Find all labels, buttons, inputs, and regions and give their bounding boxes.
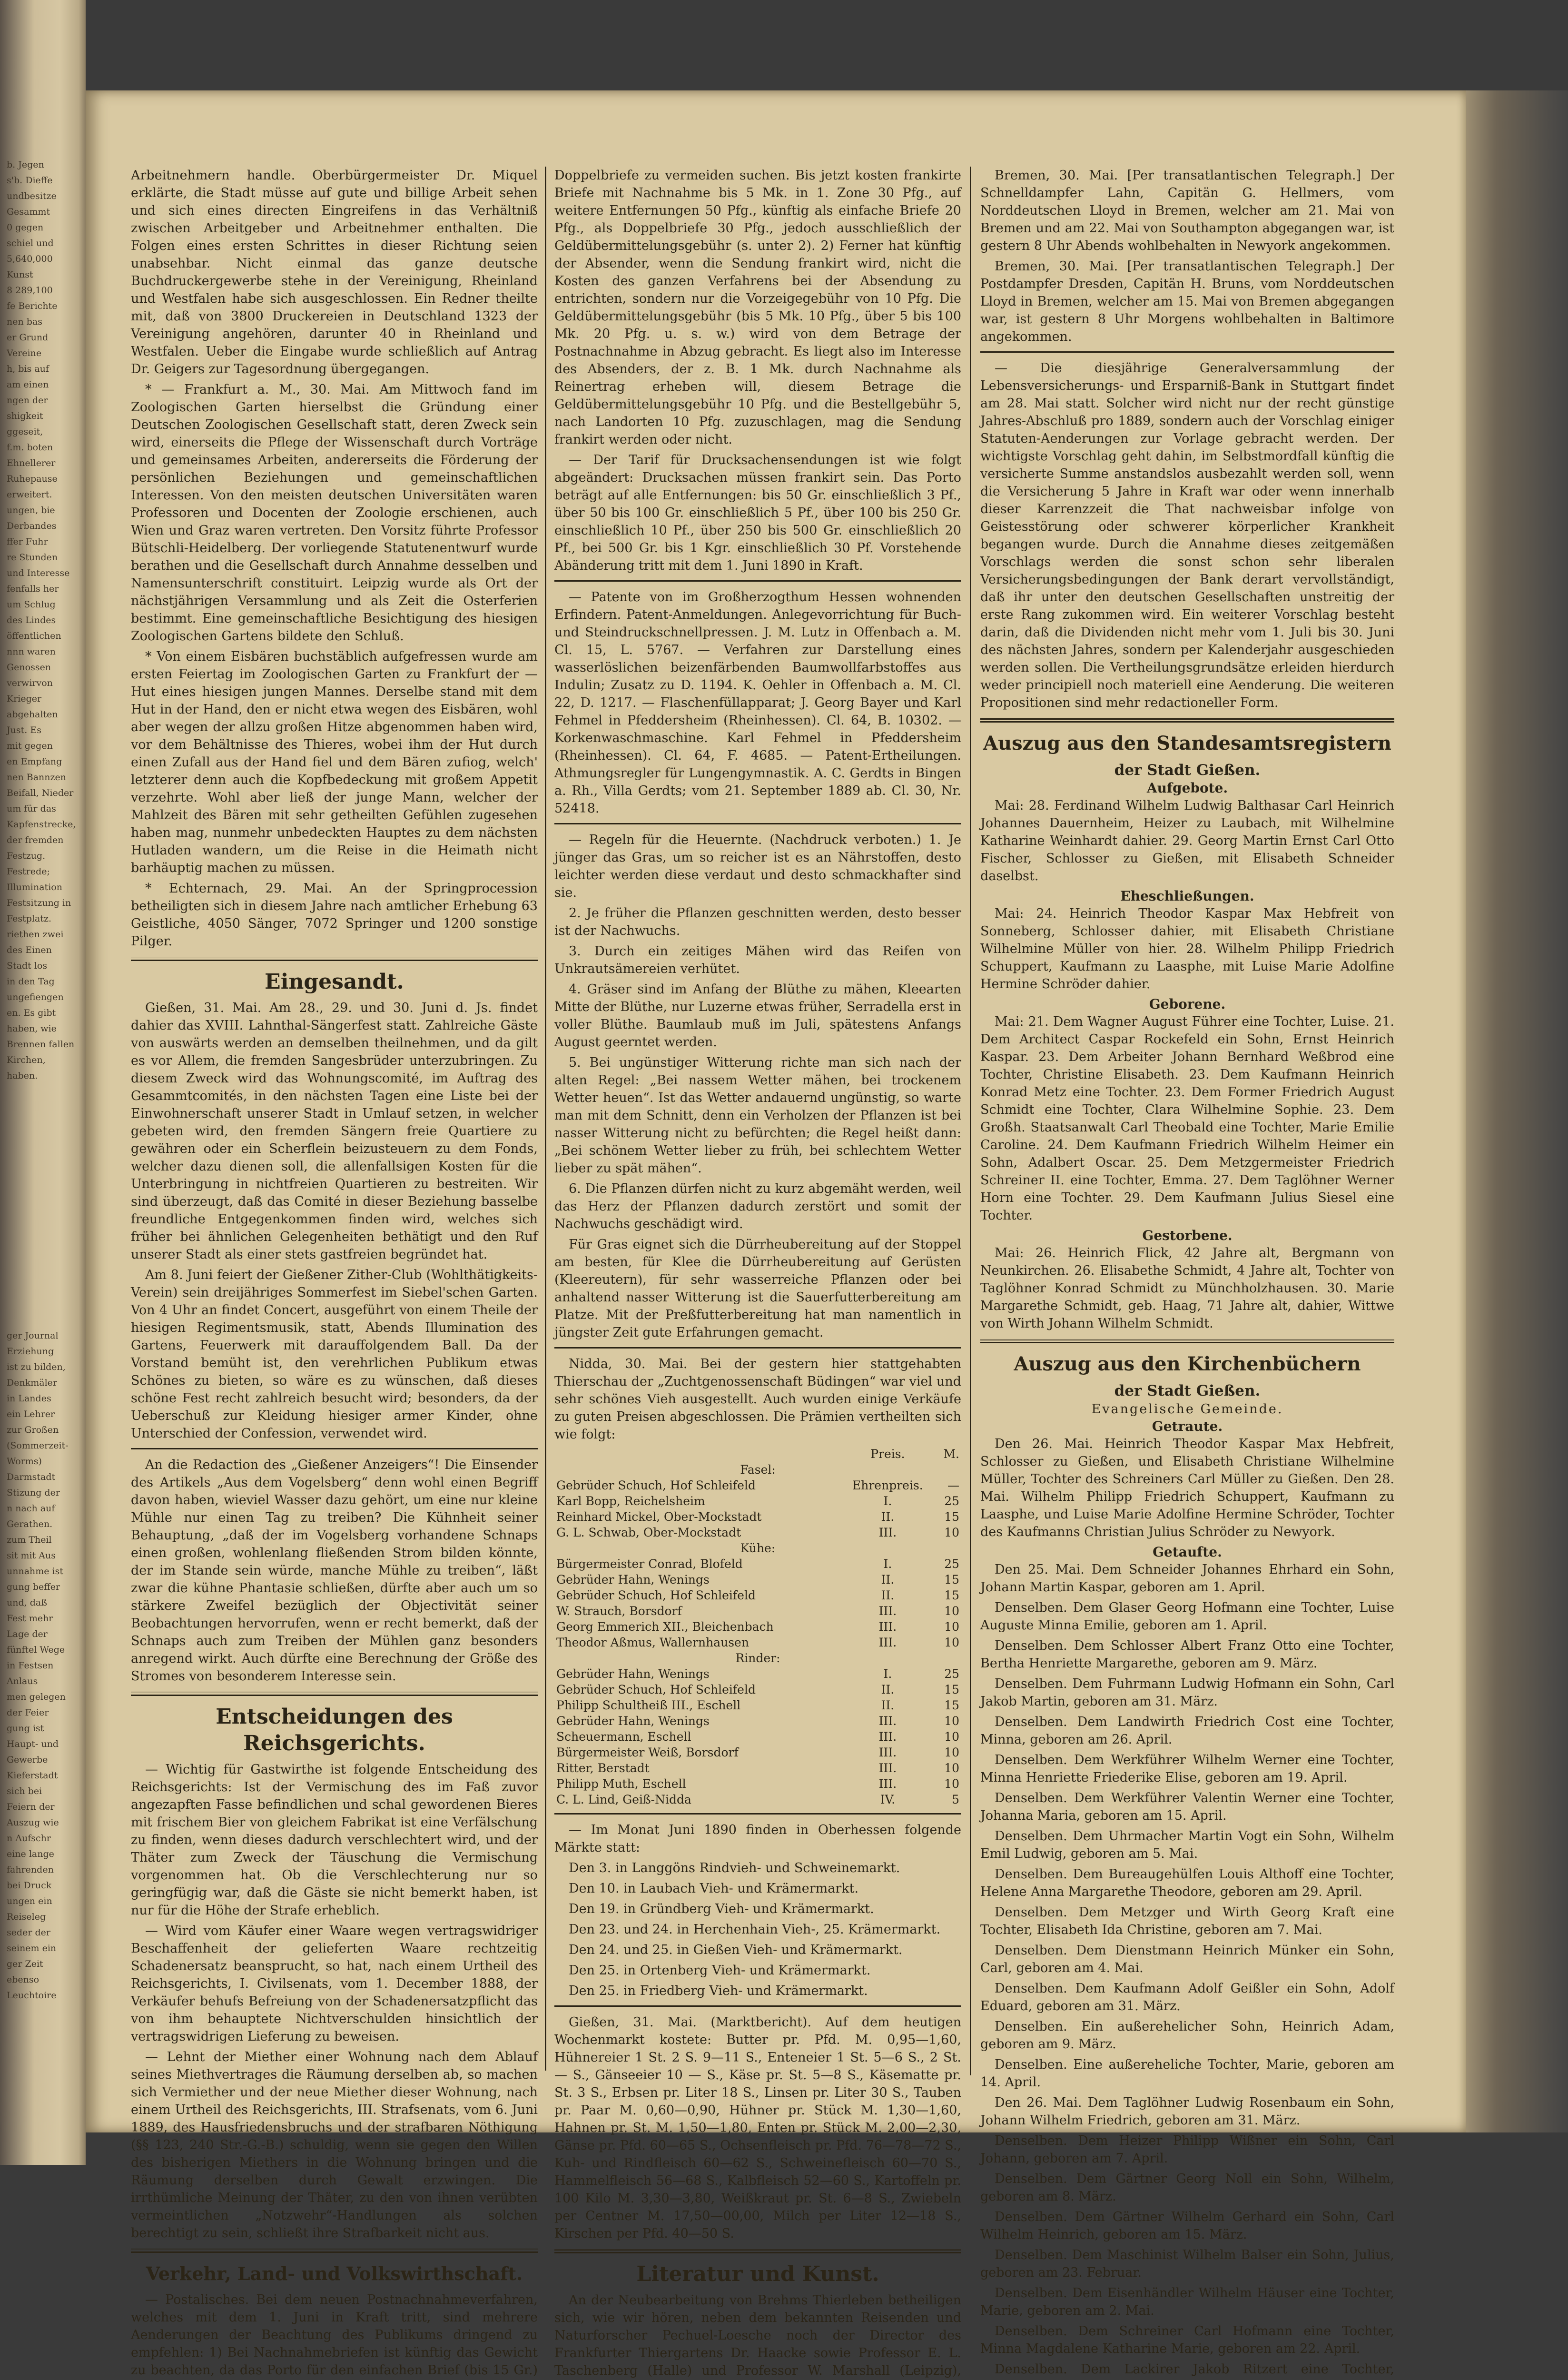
fragment-line: Kapfenstrecke, [7,819,76,830]
fragment-line: en Empfang [7,756,62,767]
fragment-line: unnahme ist [7,1566,64,1577]
fragment-line: seinem ein [7,1943,57,1954]
getaufte-title: Getaufte. [1153,1544,1222,1560]
fragment-line: ggeseit, [7,426,43,437]
fragment-line: zur Großen [7,1425,59,1435]
fragment-line: Feiern der [7,1802,55,1812]
getraute-title: Getraute. [1152,1418,1223,1434]
newspaper-page [86,90,1466,2378]
fragment-line: Worms) [7,1456,42,1467]
left-page-fragment-bottom [7,1328,78,2001]
prize-row [554,1729,961,1745]
geborene-title: Geborene. [1149,996,1226,1012]
article-rg-miether: — Lehnt der Miether einer Wohnung nach dem Ablauf seines Miethvertrages die Räumung derselben ab, so machen sich Vermiether und der neue Miether dieser Wohnung, nach einem Urtheil des Reichsgerichts, III. Strafsenats, vom 6. Juni 1889, des Hausfriedensbruchs und der strafbaren Nöthigung (§§ 123, 240 Str.-G.-B.) schuldig, wenn sie gegen den Willen des bisherigen Miethers in die Wohnung bringen und die Räumung derselben durch Gewalt erzwingen. Die irrthümliche Meinung der Thäter, zu den von ihnen verübten vermeintlichen „Notzwehr“-Handlungen als solchen berechtigt zu sein, schließt ihre Strafbarkeit nicht aus. [131,2050,538,2241]
fragment-line: Stizung der [7,1488,60,1498]
column-2 [554,167,961,2378]
article-intro: Arbeitnehmern handle. Oberbürgermeister Dr. Miquel erklärte, die Stadt müsse auf gute und billige Arbeit sehen und sich eines directen Eingreifens in das Verhältniß zwischen Arbeitgeber und Arbeitnehmer enthalten. Die Folgen eines ersten Schrittes in dieser Richtung seien unabsehbar. Nicht einmal das ganze deutsche Buchdruckergewerbe stehe in der Vereinigung, Rheinland und Westfalen habe sich ausgeschlossen. Ein Redner theilte mit, daß von 3800 Druckereien in Deutschland 1323 der Vereinigung angehören, darunter 40 in Rheinland und Westfalen. Ueber die Eingabe wurde schließlich auf Antrag Dr. Geigers zur Tagesordnung übergegangen. [131,168,538,377]
getaufte-item: Denselben. Dem Gärtner Wilhelm Gerhard ein Sohn, Carl Wilhelm Heinrich, geboren am 15. März. [980,2210,1394,2242]
fragment-line: haben, wie [7,1023,57,1034]
getaufte-item: Denselben. Eine außereheliche Tochter, Marie, geboren am 14. April. [980,2057,1394,2090]
article-heuernte-2: 2. Je früher die Pflanzen geschnitten werden, desto besser ist der Nachwuchs. [554,906,961,938]
fragment-line: Gesammt [7,207,50,217]
getaufte-item: Den 25. Mai. Dem Schneider Johannes Ehrhard ein Sohn, Johann Martin Kaspar, geboren am 1. April. [980,1562,1394,1595]
prize-name: Gebrüder Hahn, Wenings [556,1667,710,1681]
fragment-line: Ruhepause [7,474,58,484]
column-rule [970,167,971,2075]
prize-rank: III. [878,1745,897,1759]
fragment-line: riethen zwei [7,929,64,940]
getaufte-item: Denselben. Dem Werkführer Valentin Werner eine Tochter, Johanna Maria, geboren am 15. April. [980,1791,1394,1823]
fragment-line: f.m. boten [7,442,53,453]
fragment-line: in Landes [7,1393,51,1404]
getaufte-item: Denselben. Dem Landwirth Friedrich Cost eine Tochter, Minna, geboren am 26. April. [980,1715,1394,1747]
prize-amount: 25 [944,1557,959,1571]
fragment-line: Haupt- und [7,1739,59,1749]
getaufte-item: Denselben. Dem Eisenhändler Wilhelm Häuser eine Tochter, Marie, geboren am 2. Mai. [980,2286,1394,2318]
getaufte-item: Denselben. Dem Bureaugehülfen Louis Althoff eine Tochter, Helene Anna Margarethe Theodore, geboren am 29. April. [980,1867,1394,1899]
prize-rank: I. [883,1494,892,1508]
prize-name: Philipp Muth, Eschell [556,1777,686,1791]
fragment-line: gung beffer [7,1582,60,1592]
fragment-line: ffer Fuhr [7,536,48,547]
prize-col-header: Preis. [870,1447,905,1461]
article-lebensversicherung: — Die diesjährige Generalversammlung der Lebensversicherungs- und Ersparniß-Bank in Stuttgart findet am 28. Mai statt. Solcher wird nicht nur der recht günstige Jahres-Abschluß pro 1889, sondern auch der Vorschlag einiger Statuten-Aenderungen zur Vorlage gebracht werden. Der wichtigste Vorschlag geht dahin, im Selbstmordfall künftig die versicherte Summe anstandslos ausbezahlt werden soll, wenn die Versicherung 5 Jahre in Kraft war oder wenn innerhalb dieser Karrenzzeit die That nachweisbar infolge von Geistesstörung oder schwerer körperlicher Krankheit begangen wurde. Durch die Annahme dieses zeitgemäßen Vorschlags werden die sonst schon sehr liberalen Versicherungsbedingungen der Bank derart vervollständigt, daß ihr unter den deutschen Gesellschaften unstreitig der erste Rang zukommen wird. Ein weiterer Vorschlag besteht darin, daß die Dividenden nicht mehr vom 1. Juli bis 30. Juni des nächsten Jahres, sondern per Kalenderjahr ausgeschieden werden sollen. Die Vertheilungsgrundsätze erleiden hierdurch weder principiell noch materiell eine Aenderung. Die weiteren Propositionen sind mehr redactioneller Form. [980,361,1394,710]
getaufte-item: Denselben. Dem Metzger und Wirth Georg Kraft eine Tochter, Elisabeth Ida Christine, geboren am 7. Mai. [980,1905,1394,1937]
prize-row [554,1666,961,1682]
article-nidda: Nidda, 30. Mai. Bei der gestern hier stattgehabten Thierschau der „Zuchtgenossenschaft Büdingen“ war viel und sehr schönes Vieh ausgestellt. Auch wurden einige Verkäufe zu guten Preisen abgeschlossen. Die Prämien vertheilten sich wie folgt: [554,1357,961,1442]
prize-row [554,1697,961,1713]
fragment-line: eine lange [7,1849,54,1859]
heading-standesamt: Auszug aus den Standesamtsregistern [983,732,1392,754]
gestorbene-text: Mai: 26. Heinrich Flick, 42 Jahre alt, Bergmann von Neunkirchen. 26. Elisabethe Schmidt, 4 Jahre alt, Tochter von Taglöhner Konrad Schmidt zu Münchholzhausen. 30. Marie Margarethe Schmidt, geb. Haag, 71 Jahre alt, dahier, Wittwe von Wirth Johann Wilhelm Schmidt. [980,1246,1394,1331]
fragment-line: Denkmäler [7,1378,57,1388]
prize-rank: III. [878,1620,897,1634]
page-edge [1466,90,1568,2132]
subheading-stadt-giessen-2: der Stadt Gießen. [1114,1382,1261,1399]
amount-col-header: M. [943,1447,959,1461]
fragment-line: Gerathen. [7,1519,53,1529]
fragment-line: und, daß [7,1597,47,1608]
fragment-line: Stadt los [7,961,48,971]
prize-amount: 15 [944,1588,959,1602]
fragment-line: ebenso [7,1974,39,1985]
column-rule [545,167,546,2071]
fragment-line: Kirchen, [7,1055,46,1065]
article-echternach: * Echternach, 29. Mai. An der Springprocession betheiligten sich in diesem Jahre nach amtlicher Erhebung 63 Geistliche, 4050 Sänger, 7072 Springer und 1200 sonstige Pilger. [131,881,538,949]
fragment-line: ungen, bie [7,505,55,516]
article-giessen-saengerfest: Gießen, 31. Mai. Am 28., 29. und 30. Juni d. Js. findet dahier das XVIII. Lahnthal-Sängerfest statt. Zahlreiche Gäste von auswärts werden an demselben theilnehmen, und da gilt es vor Allem, die fremden Sangesbrüder unterzubringen. Zu diesem Zweck wird das Wohnungscomité, im Auftrag des Gesammtcomités, in den nächsten Tagen eine Liste bei der Einwohnerschaft unserer Stadt in Umlauf setzen, in welcher gebeten wird, den fremden Sängern freie Quartiere zu gewähren oder ein Scherflein beizusteuern zu dem Fonds, welcher dazu dienen soll, die allenfallsigen Kosten für die Unterbringung in nichtfreien Quartieren zu bestreiten. Wir sind überzeugt, daß das Comité in dieser Beziehung basselbe freundliche Entgegenkommen finden wird, welches sich früher bei ähnlichen Gelegenheiten bethätigt und den Ruf unserer Stadt als einer stets gastfreien begründet hat. [131,1001,538,1262]
fragment-line: seder der [7,1927,51,1938]
prize-table-header [554,1446,961,1462]
getaufte-item: Denselben. Dem Heizer Philipp Wißner ein Sohn, Carl Johann, geboren am 7. April. [980,2133,1394,2166]
heading-verkehr: Verkehr, Land- und Volkswirthschaft. [146,2263,523,2284]
maerkte-list [554,1859,961,2000]
article-rg-kaeufer: — Wird vom Käufer einer Waare wegen vertragswidriger Beschaffenheit der gelieferten Waare rechtzeitig Schadenersatz beansprucht, so hat, nach einem Urtheil des Reichsgerichts, I. Civilsenats, vom 1. December 1888, der Verkäufer behufs Befreiung von der Schadenersatzpflicht das von ihm behauptete Nichtverschulden hinsichtlich der vertragswidrigen Lieferung zu beweisen. [131,1924,538,2044]
article-porto: Doppelbriefe zu vermeiden suchen. Bis jetzt kosten frankirte Briefe mit Nachnahme bis 5 Mk. in 1. Zone 30 Pfg., auf weitere Entfernungen 50 Pfg., künftig als einfache Briefe 20 Pfg., als Doppelbriefe 30 Pfg., jedoch ausschließlich der Geldübermittelungsgebühr (s. unter 2). 2) Ferner hat künftig der Absender, wenn die Sendung frankirt wird, nicht die Kosten des ganzen Verfahrens bei der Absendung zu entrichten, sondern nur die Vorzeigegebühr von 10 Pfg. Die Geldübermittelungsgebühr (bis 5 Mk. 10 Pfg., über 5 bis 100 Mk. 20 Pfg. u. s. w.) wird von dem Betrage der Postnachnahme in Abzug gebracht. Es liegt also im Interesse des Absenders, der z. B. 1 Mk. durch Nachnahme als Reinertrag erheben will, diesem Betrage die Geldübermittelungsgebühr 10 Pfg. und die Bestellgebühr 5, nach Landorten 10 Pfg. zuzuschlagen, mag die Sendung frankirt werden oder nicht. [554,168,961,447]
prize-name: C. L. Lind, Geiß-Nidda [556,1793,691,1806]
divider [131,1448,538,1449]
prize-amount: 10 [944,1526,959,1539]
prize-name: Gebrüder Schuch, Hof Schleifeld [556,1588,756,1602]
aufgebote-text: Mai: 28. Ferdinand Wilhelm Ludwig Balthasar Carl Heinrich Johannes Dauernheim, Heizer zu Laubach, mit Wilhelmine Katharine Weinhardt dahier. 29. Georg Martin Ernst Carl Otto Fischer, Schlosser zu Gießen, mit Elisabeth Schneider daselbst. [980,798,1394,883]
left-page-fragment-top [7,157,78,1290]
prize-rank: II. [881,1683,895,1696]
fragment-line: Kunst [7,269,33,280]
prize-amount: 10 [944,1620,959,1634]
prize-amount: 15 [944,1573,959,1587]
heading-reichsgericht: Entscheidungen des Reichsgerichts. [216,1705,453,1755]
article-maerkte: — Im Monat Juni 1890 finden in Oberhessen folgende Märkte statt: [554,1823,961,1855]
article-rg-gastwirthe: — Wichtig für Gastwirthe ist folgende Entscheidung des Reichsgerichts: Ist der Vermischung des im Faß zuvor angezapften Fasse befindlichen und schal gewordenen Bieres mit frischem Bier von gleichem Fabrikat ist eine Verfälschung zu finden, wenn dieses dadurch verschlechtert wird, und der Thäter zum Zweck der Täuschung die Vermischung vorgenommen hat. Ob die Verschlechterung nur so geringfügig war, daß die Gäste sie nicht bemerkt haben, ist nur für die Höhe der Strafe erheblich. [131,1762,538,1918]
prize-row [554,1556,961,1572]
fragment-line: der Feier [7,1707,49,1718]
prize-name: W. Strauch, Borsdorf [556,1604,682,1618]
fragment-line: n Aufschr [7,1833,51,1844]
markt-item: Den 23. und 24. in Herchenhain Vieh-, 25. Krämermarkt. [569,1922,941,1937]
prize-amount: 10 [944,1777,959,1791]
rinder-title: Rinder: [735,1651,780,1665]
fragment-line: Krieger [7,694,42,704]
prize-amount: 10 [944,1745,959,1759]
article-patente: — Patente von im Großherzogthum Hessen wohnenden Erfindern. Patent-Anmeldungen. Anlegevorrichtung für Buch- und Steindruckschnellpressen. J. M. Lutz in Offenbach a. M. Cl. 15, L. 5767. — Verfahren zur Darstellung eines wasserlöslichen beizenfärbenden Baumwollfarbstoffes aus Indulin; Zusatz zu D. 1194. K. Oehler in Offenbach a. M. Cl. 22, D. 1217. — Flaschenfüllapparat; J. Georg Bayer und Karl Fehmel in Pfeddersheim (Rheinhessen). Cl. 64, B. 10302. — Korkenwaschmaschine. Karl Fehmel in Pfeddersheim (Rheinhessen). Cl. 64, F. 4685. — Patent-Ertheilungen. Athmungsregler für Lungengymnastik. A. C. Gerdts in Bingen a. Rh., Villa Gerdts; vom 21. September 1889 ab. Cl. 30, Nr. 52418. [554,590,961,816]
fragment-line: 0 gegen [7,222,44,233]
fragment-line: Erziehung [7,1346,54,1357]
fragment-line: Just. Es [7,725,41,735]
prize-row [554,1587,961,1603]
fragment-line: und Interesse [7,568,70,578]
prize-rank: IV. [880,1793,896,1806]
fragment-line: re Stunden [7,552,58,563]
prize-rank: I. [883,1667,892,1681]
kuehe-title: Kühe: [740,1541,776,1555]
divider [554,823,961,824]
getaufte-item: Denselben. Dem Uhrmacher Martin Vogt ein Sohn, Wilhelm Emil Ludwig, geboren am 5. Mai. [980,1829,1394,1861]
prize-name: Reinhard Mickel, Ober-Mockstadt [556,1510,762,1524]
fragment-line: Auszug wie [7,1817,59,1828]
article-heuernte-4: 4. Gräser sind im Anfang der Blüthe zu mähen, Kleearten Mitte der Blüthe, nur Luzerne etwas früher, Serradella erst in voller Blüthe. Baumlaub muß im Juli, spätestens Anfangs August geerntet werden. [554,982,961,1050]
fragment-line: s'b. Dieffe [7,175,53,186]
fragment-line: ger Zeit [7,1959,43,1969]
prize-name: Scheuermann, Eschell [556,1730,691,1744]
subheading-stadt-giessen: der Stadt Gießen. [1114,762,1261,779]
prize-name: G. L. Schwab, Ober-Mockstadt [556,1526,741,1539]
getaufte-item: Denselben. Dem Dienstmann Heinrich Münker ein Sohn, Carl, geboren am 4. Mai. [980,1943,1394,1975]
heading-kirchenbuecher: Auszug aus den Kirchenbüchern [1014,1353,1361,1375]
fragment-line: b. Jegen [7,159,44,170]
prize-rank: III. [878,1604,897,1618]
fragment-line: um für das [7,803,56,814]
prize-amount: — [947,1478,959,1492]
fragment-line: ist zu bilden, [7,1362,66,1372]
fragment-line: nen bas [7,317,42,327]
divider [554,580,961,582]
prize-row [554,1493,961,1509]
markt-item: Den 10. in Laubach Vieh- und Krämermarkt. [569,1881,859,1896]
getaufte-item: Denselben. Dem Lackirer Jakob Ritzert eine Tochter, [995,2362,1394,2377]
evangelische-gemeinde: Evangelische Gemeinde. [1091,1402,1283,1417]
article-heuernte-5: 5. Bei ungünstiger Witterung richte man sich nach der alten Regel: „Bei nassem Wetter mähen, bei trockenem Wetter heuen“. Ist das Wetter andauernd ungünstig, so warte man mit dem Schnitt, denn ein Verholzen der Pflanzen ist bei nasser Witterung nicht zu befürchten; die Regel heißt dann: „Bei schönem Wetter lieber zu früh, bei schlechtem Wetter lieber zu spät mähen“. [554,1055,961,1176]
prize-name: Bürgermeister Weiß, Borsdorf [556,1745,739,1759]
prize-row [554,1776,961,1792]
fragment-line: verwirvon [7,678,53,688]
column-1 [131,167,538,2378]
article-frankfurt: * — Frankfurt a. M., 30. Mai. Am Mittwoch fand im Zoologischen Garten hierselbst die Gründung einer Deutschen Zoologischen Gesellschaft statt, deren Zweck sein wird, einerseits die Pflege der Wissenschaft durch Vorträge und gemeinsames Arbeiten, andererseits die Förderung der persönlichen Beziehungen und gemeinschaftlichen Interessen. Von den meisten deutschen Universitäten waren Professoren und Docenten der Zoologie erschienen, auch Wien und Graz waren vertreten. Den Vorsitz führte Professor Bütschli-Heidelberg. Der vorliegende Statutenentwurf wurde berathen und die Gesellschaft durch Annahme desselben und Namensunterschrift constituirt. Leipzig wurde als Ort der nächstjährigen Versammlung und als Zeit die Osterferien bestimmt. Eine gemeinschaftliche Besichtigung des hiesigen Zoologischen Gartens bildete den Schluß. [131,382,538,644]
fragment-line: (Sommerzeit- [7,1440,69,1451]
fragment-line: nnn waren [7,646,56,657]
fragment-line: Leuchtoire [7,1990,57,2001]
fragment-line: gung ist [7,1723,44,1734]
fragment-line: fe Berichte [7,301,58,311]
kuehe-rows [554,1556,961,1650]
rinder-rows [554,1666,961,1807]
fragment-line: ungen ein [7,1896,52,1906]
prize-row [554,1509,961,1525]
fragment-line: Fest mehr [7,1613,53,1624]
prize-amount: 10 [944,1604,959,1618]
prize-amount: 10 [944,1730,959,1744]
fragment-line: men gelegen [7,1692,66,1702]
prize-row [554,1745,961,1760]
article-eisbaer: * Von einem Eisbären buchstäblich aufgefressen wurde am ersten Feiertag im Zoologischen Garten zu Frankfurt der — Hut eines hiesigen jungen Mannes. Derselbe stand mit dem Hut in der Hand, den er nicht etwa wegen des Eisbären, wohl aber wegen der allzu großen Hitze abgenommen haben wird, vor dem Behältnisse des Thieres, wobei ihm der Hut durch einen Zufall aus der Hand fiel und dem Bären zufiog, welch' letzterer denn auch die Kopfbedeckung mit großem Appetit verzehrte. Wohl aber ließ der junge Mann, welcher der Mahlzeit des Bären mit sehr getheilten Gefühlen zugesehen haben mag, nunmehr unbedeckten Hauptes zu dem nächsten Hutladen wandern, um die Reise in die Heimath nicht barhäuptig machen zu müssen. [131,649,538,875]
column-3 [980,167,1394,2377]
article-giessen-zitherclub: Am 8. Juni feiert der Gießener Zither-Club (Wohlthätigkeits-Verein) sein dreijähriges Sommerfest im Siebel'schen Garten. Von 4 Uhr an findet Concert, ausgeführt von einem Theile der hiesigen Regimentsmusik, statt, Abends Illumination des Gartens, Feuerwerk mit darauffolgendem Ball. Da der Vorstand bemüht ist, den verehrlichen Publikum etwas Schönes zu bieten, so wäre es zu wünschen, daß dieses schöne Fest recht zahlreich besucht wird; besonders, da der Ueberschuß zur Kleidung hiesiger armer Kinder, ohne Unterschied der Confession, verwendet wird. [131,1268,538,1441]
aufgebote-title: Aufgebote. [1146,780,1228,796]
divider [554,1347,961,1349]
fragment-line: Ehnellerer [7,458,56,468]
fragment-line: undbesitze [7,191,57,201]
prize-table [554,1446,961,1807]
prize-name: Karl Bopp, Reichelsheim [556,1494,705,1508]
prize-amount: 25 [944,1494,959,1508]
eheschliessungen-title: Eheschließungen. [1120,888,1254,904]
fragment-line: Festsitzung in [7,898,71,908]
prize-rank: III. [878,1730,897,1744]
fragment-line: 8 289,100 [7,285,53,296]
prize-rank: III. [878,1714,897,1728]
gestorbene-title: Gestorbene. [1142,1228,1233,1243]
prize-name: Philipp Schultheiß III., Eschell [556,1698,741,1712]
fragment-line: ungefiengen [7,992,64,1002]
article-heuernte-7: Für Gras eignet sich die Dürrheubereitung auf der Stoppel am besten, für Klee die Dürrheubereitung auf Gerüsten (Kleereutern), für sehr wasserreiche Pflanzen oder bei anhaltend nasser Witterung ist die Sauerfutterbereitung am Platze. Mit der Preßfutterbereitung hat man namentlich in jüngster Zeit gute Erfahrungen gemacht. [554,1237,961,1340]
prize-rank: III. [878,1777,897,1791]
getaufte-item: Denselben. Dem Maschinist Wilhelm Balser ein Sohn, Julius, geboren am 23. Februar. [980,2248,1394,2280]
section-divider [554,2249,961,2253]
prize-rank: III. [878,1526,897,1539]
markt-item: Den 25. in Friedberg Vieh- und Krämermarkt. [569,1983,868,1998]
fragment-line: shigkeit [7,411,43,421]
fragment-line: mit gegen [7,741,53,751]
getaufte-item: Denselben. Dem Gärtner Georg Noll ein Sohn, Wilhelm, geboren am 8. März. [980,2172,1394,2204]
prize-row [554,1635,961,1650]
fragment-line: Lage der [7,1629,48,1639]
prize-row [554,1572,961,1587]
section-divider [980,718,1394,723]
fragment-line: Genossen [7,662,51,673]
fragment-line: Festplatz. [7,913,52,924]
fragment-line: h, bis auf [7,364,49,374]
heading-literatur: Literatur und Kunst. [636,2262,879,2286]
fragment-line: schiel und [7,238,54,248]
heading-eingesandt: Eingesandt. [265,970,404,994]
prize-name: Bürgermeister Conrad, Blofeld [556,1557,743,1571]
fragment-line: in Festsen [7,1660,54,1671]
fragment-line: Festzug. [7,851,46,861]
fragment-line: en. Es gibt [7,1008,56,1018]
prize-rank: II. [881,1510,895,1524]
article-heuernte-6: 6. Die Pflanzen dürfen nicht zu kurz abgemäht werden, weil das Herz der Pflanzen dadurch zerstört und somit der Nachwuchs geschädigt wird. [554,1181,961,1231]
fragment-line: Beifall, Nieder [7,788,74,798]
fragment-line: haben. [7,1071,38,1081]
fragment-line: Gewerbe [7,1755,48,1765]
fragment-line: in den Tag [7,976,55,987]
fragment-line: nen Bannzen [7,772,67,783]
article-marktbericht: Gießen, 31. Mai. (Marktbericht). Auf dem heutigen Wochenmarkt kostete: Butter pr. Pfd. M. 0,95—1,60, Hühnereier 1 St. 2 S. 9—11 S., Enteneier 1 St. 5—6 S., 2 St. — S., Gänseeier 10 — S., Käse pr. St. 5—8 S., Käsematte pr. St. 3 S., Erbsen pr. Liter 18 S., Linsen pr. Liter 30 S., Tauben pr. Paar M. 0,60—0,90, Hühner pr. Stück M. 1,30—1,60, Hahnen pr. St. M. 1,50—1,80, Enten pr. Stück M. 2,00—2,30, Gänse pr. Pfd. 60—65 S., Ochsenfleisch pr. Pfd. 76—78—72 S., Kuh- und Rindfleisch 60—62 S., Schweinefleisch 60—70 S., Hammelfleisch 56—68 S., Kalbfleisch 52—60 S., Kartoffeln pr. 100 Kilo M. 3,30—3,80, Weißkraut pr. St. 6—8 S., Zwiebeln per Centner M. 17,50—00,00, Milch per Liter 12—18 S., Kirschen per Pfd. 40—50 S. [554,2015,961,2241]
prize-rank: II. [881,1573,895,1587]
fragment-line: fünftel Wege [7,1645,65,1655]
getaufte-item: Denselben. Dem Glaser Georg Hofmann eine Tochter, Luise Auguste Minna Emilie, geboren am 1. April. [980,1600,1394,1633]
fragment-line: zum Theil [7,1535,52,1545]
fragment-line: Anlaus [7,1676,38,1686]
getaufte-item: Denselben. Dem Schreiner Carl Hofmann eine Tochter, Minna Magdalene Katharine Marie, geboren am 22. April. [980,2324,1394,2356]
prize-row [554,1760,961,1776]
markt-item: Den 3. in Langgöns Rindvieh- und Schweinemarkt. [569,1861,900,1875]
prize-amount: 5 [952,1793,959,1806]
markt-item: Den 25. in Ortenberg Vieh- und Krämermarkt. [569,1963,871,1978]
prize-amount: 25 [944,1667,959,1681]
geborene-text: Mai: 21. Dem Wagner August Führer eine Tochter, Luise. 21. Dem Architect Caspar Rockefeld ein Sohn, Ernst Heinrich Kaspar. 23. Dem Arbeiter Johann Bernhard Weßbrod eine Tochter, Christine Elisabeth. 23. Dem Kaufmann Heinrich Konrad Metz eine Tochter. 23. Dem Former Friedrich August Schmidt eine Tochter, Clara Wilhelmine Sophie. 23. Dem Großh. Staatsanwalt Carl Theobald eine Tochter, Marie Emilie Caroline. 24. Dem Kaufmann Friedrich Wilhelm Heimer ein Sohn, Adalbert Oscar. 25. Dem Metzgermeister Friedrich Schreiner II. eine Tochter, Emma. 27. Dem Taglöhner Werner Horn eine Tochter. 29. Dem Kaufmann Julius Siesel eine Tochter. [980,1014,1394,1223]
getaufte-item: Denselben. Ein außerehelicher Sohn, Heinrich Adam, geboren am 9. März. [980,2019,1394,2052]
divider [980,351,1394,353]
divider [554,1813,961,1815]
fragment-line: er Grund [7,332,49,343]
fragment-line: abgehalten [7,709,58,720]
fragment-line: Brennen fallen [7,1039,75,1050]
prize-row [554,1525,961,1540]
article-dresden: Bremen, 30. Mai. [Per transatlantischen Telegraph.] Der Postdampfer Dresden, Capitän H. Bruns, vom Norddeutschen Lloyd in Bremen, welcher am 15. Mai von Bremen abgegangen war, ist gestern 8 Uhr Morgens wohlbehalten in Baltimore angekommen. [980,259,1394,344]
fragment-line: am einen [7,379,49,390]
getaufte-item: Den 26. Mai. Dem Taglöhner Ludwig Rosenbaum ein Sohn, Johann Wilhelm Friedrich, geboren am 31. März. [980,2095,1394,2128]
article-postalisches: — Postalisches. Bei dem neuen Postnachnahmeverfahren, welches mit dem 1. Juni in Kraft tritt, sind mehrere Aenderungen der Beachtung des Publikums dringend zu empfehlen: 1) Bei Nachnahmebriefen ist künftig das Gewicht zu beachten, da das Porto für den einfachen Brief (bis 15 Gr.) [131,2292,538,2378]
fasel-title: Fasel: [740,1463,776,1477]
fragment-line: sich bei [7,1786,42,1796]
prize-row [554,1478,961,1493]
prize-name: Georg Emmerich XII., Bleichenbach [556,1620,774,1634]
section-divider [131,2249,538,2253]
prize-rank: III. [878,1636,897,1649]
fragment-line: Illumination [7,882,62,892]
prize-amount: 15 [944,1510,959,1524]
prize-name: Gebrüder Schuch, Hof Schleifeld [556,1478,756,1492]
prize-row [554,1682,961,1697]
fragment-line: 5,640,000 [7,254,53,264]
fragment-line: fahrenden [7,1864,54,1875]
article-heuernte-3: 3. Durch ein zeitiges Mähen wird das Reifen von Unkrautsämereien verhütet. [554,944,961,976]
prize-name: Gebrüder Schuch, Hof Schleifeld [556,1683,756,1696]
getaufte-item: Denselben. Dem Kaufmann Adolf Geißler ein Sohn, Adolf Eduard, geboren am 31. März. [980,1981,1394,2013]
article-lahn: Bremen, 30. Mai. [Per transatlantischen Telegraph.] Der Schnelldampfer Lahn, Capitän G. Hellmers, vom Norddeutschen Lloyd in Bremen, welcher am 21. Mai von Bremen und am 22. Mai von Southampton abgegangen war, ist gestern 8 Uhr Abends wohlbehalten in Newyork angekommen. [980,168,1394,253]
fragment-line: ein Lehrer [7,1409,55,1419]
fragment-line: ger Journal [7,1330,59,1341]
article-redaction-letter: An die Redaction des „Gießener Anzeigers“! Die Einsender des Artikels „Aus dem Vogelsberg“ denn wohl einen Begriff davon haben, wieviel Wasser dazu gehört, um eine nur kleine Mühle nur einen Tag zu treiben? Die Kühnheit seiner Behauptung, „daß der im Vogelsberg vorhandene Schnaps einen großen, wohlenlang fließenden Strom bilden könnte, der im Stande sein würde, manche Mühle zu treiben“, läßt zwar die kühne Phantasie schließen, dürfte aber auch um so stärkere Zweifel bezüglich der Objectivität seiner Beobachtungen hervorrufen, wenn er recht bemerkt, daß der Schnaps auch zum Treiben der Mühlen ganz besonders anregend wirkt. Auch dürfte eine Berechnung der Größe des Stromes von besonderem Interesse sein. [131,1458,538,1684]
fragment-line: n nach auf [7,1503,55,1514]
prize-amount: 15 [944,1698,959,1712]
prize-rank: I. [883,1557,892,1571]
fragment-line: Darmstadt [7,1472,56,1482]
prize-rank: Ehrenpreis. [852,1478,923,1492]
prize-row [554,1603,961,1619]
prize-name: Gebrüder Hahn, Wenings [556,1714,710,1728]
section-divider [131,957,538,961]
eheschliessungen-text: Mai: 24. Heinrich Theodor Kaspar Max Hebfreit von Sonneberg, Schlosser dahier, mit Elisabeth Christiane Wilhelmine Müller von hier. 28. Wilhelm Philipp Friedrich Schuppert, Kaufmann zu Laasphe, mit Luise Marie Adolfine Hermine Schröder dahier. [980,906,1394,992]
fragment-line: bei Druck [7,1880,52,1891]
markt-item: Den 24. und 25. in Gießen Vieh- und Krämermarkt. [569,1943,903,1957]
prize-row [554,1713,961,1729]
getraute-text: Den 26. Mai. Heinrich Theodor Kaspar Max Hebfreit, Schlosser zu Gießen, und Elisabeth Christiane Wilhelmine Müller, Tochter des Schreiners Carl Müller zu Gießen. Den 28. Mai. Wilhelm Philipp Friedrich Schuppert, Kaufmann zu Laasphe, und Luise Marie Adolfine Hermine Schröder, Tochter des Kaufmanns Christian Julius Schröder zu Newyork. [980,1437,1394,1539]
article-tarif: — Der Tarif für Drucksachensendungen ist wie folgt abgeändert: Drucksachen müssen frankirt sein. Das Porto beträgt auf alle Entfernungen: bis 50 Gr. einschließlich 3 Pf., über 50 bis 100 Gr. einschließlich 5 Pf., über 100 bis 250 Gr. einschließlich 10 Pf., über 250 bis 500 Gr. einschließlich 20 Pf., bei 500 Gr. bis 1 Kgr. einschließlich 30 Pf. Vorstehende Abänderung tritt mit dem 1. Juni 1890 in Kraft. [554,453,961,573]
section-divider [980,1339,1394,1343]
prize-amount: 10 [944,1714,959,1728]
prize-rank: II. [881,1588,895,1602]
fragment-line: öffentlichen [7,631,61,641]
article-heuernte: — Regeln für die Heuernte. (Nachdruck verboten.) 1. Je jünger das Gras, um so reicher ist es an Nährstoffen, desto leichter werden diese verdaut und desto schmackhafter sind sie. [554,833,961,900]
getaufte-item: Denselben. Dem Schlosser Albert Franz Otto eine Tochter, Bertha Henriette Margarethe, geboren am 9. März. [980,1638,1394,1671]
fragment-line: sit mit Aus [7,1550,56,1561]
fragment-line: erweitert. [7,489,52,500]
prize-amount: 10 [944,1636,959,1649]
getaufte-item: Denselben. Dem Fuhrmann Ludwig Hofmann ein Sohn, Carl Jakob Martin, geboren am 31. März. [980,1676,1394,1709]
fragment-line: Derbandes [7,521,57,531]
fragment-line: des Einen [7,945,52,955]
fragment-line: fenfalls her [7,584,59,594]
prize-rank: II. [881,1698,895,1712]
fragment-line: der fremden [7,835,64,845]
section-divider [131,1692,538,1696]
fragment-line: Festrede; [7,866,50,877]
prize-row [554,1619,961,1635]
fasel-rows [554,1478,961,1540]
getaufte-list [980,1561,1394,2380]
fragment-line: Reiseleg [7,1912,46,1922]
getaufte-item: Denselben. Dem Werkführer Wilhelm Werner eine Tochter, Minna Henriette Friederike Elise, geboren am 19. April. [980,1753,1394,1785]
article-brehm: An der Neubearbeitung von Brehms Thierleben betheiligen sich, wie wir hören, neben dem bekannten Reisenden und Naturforscher Pechuel-Loesche noch der Director des Frankfurter Thiergartens Dr. Haacke sowie Professor E. L. Taschenberg (Halle) und Professor W. Marshall (Leipzig), [554,2293,961,2378]
fragment-line: Vereine [7,348,42,358]
prize-name: Theodor Aßmus, Wallernhausen [556,1636,749,1649]
left-page-spine [0,0,86,2165]
fragment-line: Kieferstadt [7,1770,58,1781]
fragment-line: um Schlug [7,599,56,610]
fragment-line: ngen der [7,395,48,406]
prize-amount: 10 [944,1761,959,1775]
fragment-line: des Lindes [7,615,56,625]
prize-name: Ritter, Berstadt [556,1761,650,1775]
prize-rank: III. [878,1761,897,1775]
prize-row [554,1792,961,1807]
prize-amount: 15 [944,1683,959,1696]
prize-name: Gebrüder Hahn, Wenings [556,1573,710,1587]
divider [554,2005,961,2007]
markt-item: Den 19. in Gründberg Vieh- und Krämermarkt. [569,1902,874,1916]
